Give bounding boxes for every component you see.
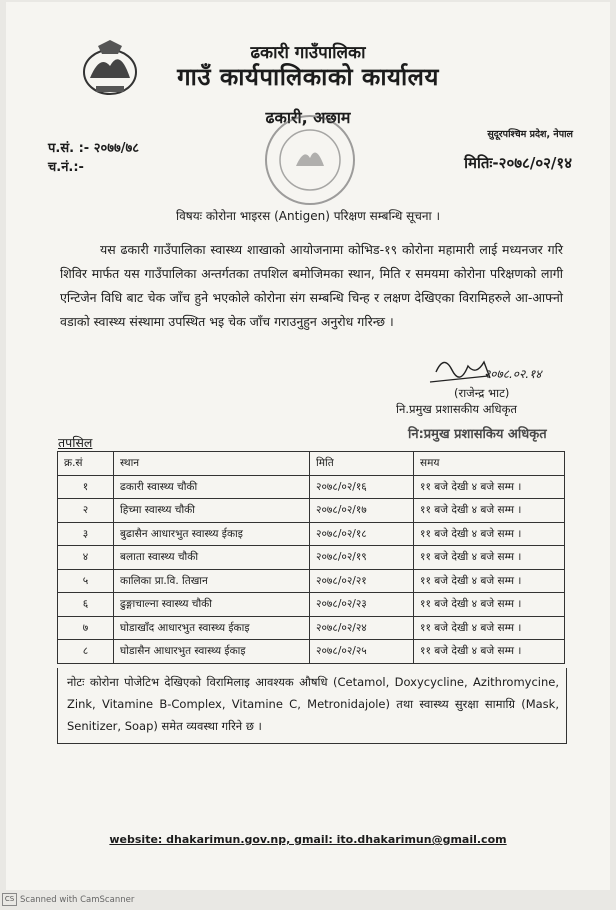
- location-cell: ढकारी स्वास्थ्य चौकी: [114, 475, 310, 499]
- contact-text: website: dhakarimun.gov.np, gmail: ito.dhakarimun@gmail.com: [109, 833, 507, 846]
- time-cell: ११ बजे देखी ४ बजे सम्म ।: [414, 546, 565, 570]
- location-cell: कालिका प्रा.वि. तिखान: [114, 569, 310, 593]
- letter-date: मितिः-२०७८/०२/१४: [464, 154, 572, 172]
- table-header-row: [58, 452, 565, 476]
- table-row: [58, 640, 565, 664]
- office-location: ढकारी, अछाम: [265, 108, 351, 127]
- date-cell: २०७८/०२/१८: [310, 522, 414, 546]
- table-row: [58, 522, 565, 546]
- camscanner-icon: CS: [2, 893, 17, 906]
- date-cell: २०७८/०२/१७: [310, 499, 414, 523]
- location-cell: घोडासैन आधारभुत स्वास्थ्य ईकाइ: [114, 640, 310, 664]
- column-header: स्थान: [114, 452, 310, 476]
- municipality-name: ढकारी गाउँपालिका: [250, 43, 366, 63]
- column-header: क्र.सं: [58, 452, 114, 476]
- office-title: गाउँ कार्यपालिकाको कार्यालय: [177, 63, 439, 91]
- date-cell: २०७८/०२/२४: [310, 616, 414, 640]
- time-cell: ११ बजे देखी ४ बजे सम्म ।: [414, 616, 565, 640]
- office-seal-icon: [262, 112, 358, 208]
- table-row: [58, 546, 565, 570]
- schedule-heading: तपसिल: [58, 435, 93, 450]
- date-cell: २०७८/०२/२५: [310, 640, 414, 664]
- notice-subject: विषयः कोरोना भाइरस (Antigen) परिक्षण सम्बन्धि सूचना ।: [175, 209, 441, 223]
- signature-date: २०७८.०२.१४: [484, 367, 542, 381]
- location-cell: बुढासैन आधारभुत स्वास्थ्य ईकाइ: [114, 522, 310, 546]
- table-row: [58, 499, 565, 523]
- table-row: [58, 593, 565, 617]
- scanner-watermark: [2, 893, 134, 906]
- column-header: समय: [414, 452, 565, 476]
- serial-cell: ६: [58, 593, 114, 617]
- schedule-table: [57, 451, 565, 664]
- serial-cell: ४: [58, 546, 114, 570]
- signatory-name: (राजेन्द्र भाट): [454, 386, 510, 400]
- scanner-label: Scanned with CamScanner: [20, 894, 135, 905]
- column-header: मिति: [310, 452, 414, 476]
- date-cell: २०७८/०२/१९: [310, 546, 414, 570]
- serial-cell: ७: [58, 616, 114, 640]
- location-cell: ढुङ्गाचाल्ना स्वास्थ्य चौकी: [114, 593, 310, 617]
- table-row: [58, 475, 565, 499]
- dispatch-number: च.नं.:-: [48, 160, 84, 175]
- time-cell: ११ बजे देखी ४ बजे सम्म ।: [414, 475, 565, 499]
- province-label: सुदूरपश्चिम प्रदेश, नेपाल: [487, 129, 573, 140]
- serial-cell: ३: [58, 522, 114, 546]
- date-cell: २०७८/०२/२१: [310, 569, 414, 593]
- time-cell: ११ बजे देखी ४ बजे सम्म ।: [414, 522, 565, 546]
- serial-cell: ५: [58, 569, 114, 593]
- time-cell: ११ बजे देखी ४ बजे सम्म ।: [414, 499, 565, 523]
- location-cell: घोडाखाँद आधारभुत स्वास्थ्य ईकाइ: [114, 616, 310, 640]
- reference-number: प.सं. :- २०७७/७८: [48, 141, 140, 156]
- table-row: [58, 616, 565, 640]
- location-cell: बलाता स्वास्थ्य चौकी: [114, 546, 310, 570]
- table-row: [58, 569, 565, 593]
- location-cell: हिच्मा स्वास्थ्य चौकी: [114, 499, 310, 523]
- time-cell: ११ बजे देखी ४ बजे सम्म ।: [414, 569, 565, 593]
- time-cell: ११ बजे देखी ४ बजे सम्म ।: [414, 640, 565, 664]
- date-cell: २०७८/०२/२३: [310, 593, 414, 617]
- designation-stamp: नि:प्रमुख प्रशासकिय अधिकृत: [408, 427, 547, 442]
- serial-cell: १: [58, 475, 114, 499]
- date-cell: २०७८/०२/१६: [310, 475, 414, 499]
- note-box: नोटः कोरोना पोजेटिभ देखिएको विरामिलाइ आवश्यक औषधि (Cetamol, Doxycycline, Azithromycine, Zink, Vitamine B-Complex, Vitamine C, Metronidajole) तथा स्वास्थ्य सुरक्षा सामाग्रि (Mask, Senitizer, Soap) समेत व्यवस्था गरिने छ ।: [57, 668, 567, 744]
- contact-footer: [0, 833, 616, 846]
- notice-body: यस ढकारी गाउँपालिका स्वास्थ्य शाखाको आयोजनामा कोभिड-१९ कोरोना महामारी लाई मध्यनजर गरि शिविर मार्फत यस गाउँपालिका अन्तर्गतका तपशिल बमोजिमका स्थान, मिति र समयमा कोरोना परिक्षणको लागी एन्टिजेन विधि बाट चेक जाँच हुने भएकोले कोरोना संग सम्बन्धि चिन्ह र लक्षण देखिएका विरामिहरुले आ-आफ्नो वडाको स्वास्थ्य संस्थामा उपस्थित भइ चेक जाँच गराउनुहुन अनुरोध गरिन्छ ।: [60, 242, 563, 329]
- serial-cell: २: [58, 499, 114, 523]
- serial-cell: ८: [58, 640, 114, 664]
- signatory-post: नि.प्रमुख प्रशासकीय अधिकृत: [396, 402, 517, 416]
- time-cell: ११ बजे देखी ४ बजे सम्म ।: [414, 593, 565, 617]
